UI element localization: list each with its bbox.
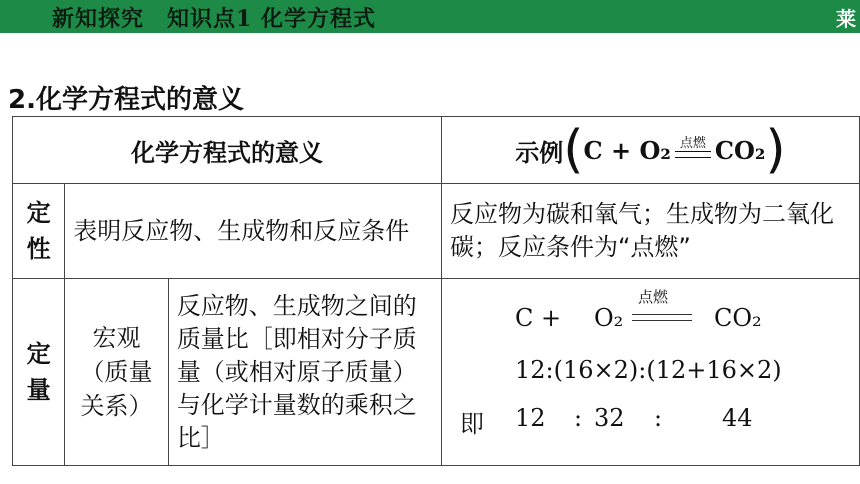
corner-logo-glyph: 莱 [836,7,856,31]
equation-left: C + O₂ [583,135,671,165]
meaning-qualitative: 表明反应物、生成物和反应条件 [65,184,442,279]
calc-co2: CO₂ [713,303,762,332]
table-row-qualitative [13,184,860,279]
calc-colon-2: : [653,403,663,432]
calc-val-44: 44 [721,403,753,432]
sublabel-macro: 宏观（质量关系） [65,279,169,466]
calc-o2: O₂ [593,303,624,332]
watermark [630,424,860,484]
condition-arrow [675,137,711,164]
header-example [441,117,859,184]
calc-ji: 即 [459,409,484,438]
table-header-row [13,117,860,184]
equation-right: CO₂ [714,135,766,165]
meaning-table [12,116,860,466]
right-paren-icon: ) [765,120,786,180]
banner-title: 新知探究 知识点1 化学方程式 [52,6,376,32]
label-quantitative: 定量 [13,279,65,466]
section-title: 2.化学方程式的意义 [8,85,244,115]
condition-text: 点燃 [679,135,706,151]
calc-mass-expr: 12:(16×2):(12+16×2) [514,355,782,384]
header-meaning: 化学方程式的意义 [13,117,442,184]
calc-equals-bars-icon [632,314,692,321]
label-qualitative: 定性 [13,184,65,279]
left-paren-icon: ( [563,120,584,180]
example-label: 示例 [515,138,564,167]
calc-c-plus: C + [514,303,562,332]
example-qualitative: 反应物为碳和氧气；生成物为二氧化碳；反应条件为“点燃” [441,184,859,279]
equals-bars-icon [675,151,711,158]
calc-colon-1: : [573,403,583,432]
top-banner [0,0,860,33]
calc-val-12: 12 [514,403,546,432]
calc-val-32: 32 [593,403,625,432]
calc-condition: 点燃 [637,287,668,306]
meaning-quantitative: 反应物、生成物之间的质量比［即相对分子质量（或相对原子质量）与化学计量数的乘积之比］ [168,279,441,466]
